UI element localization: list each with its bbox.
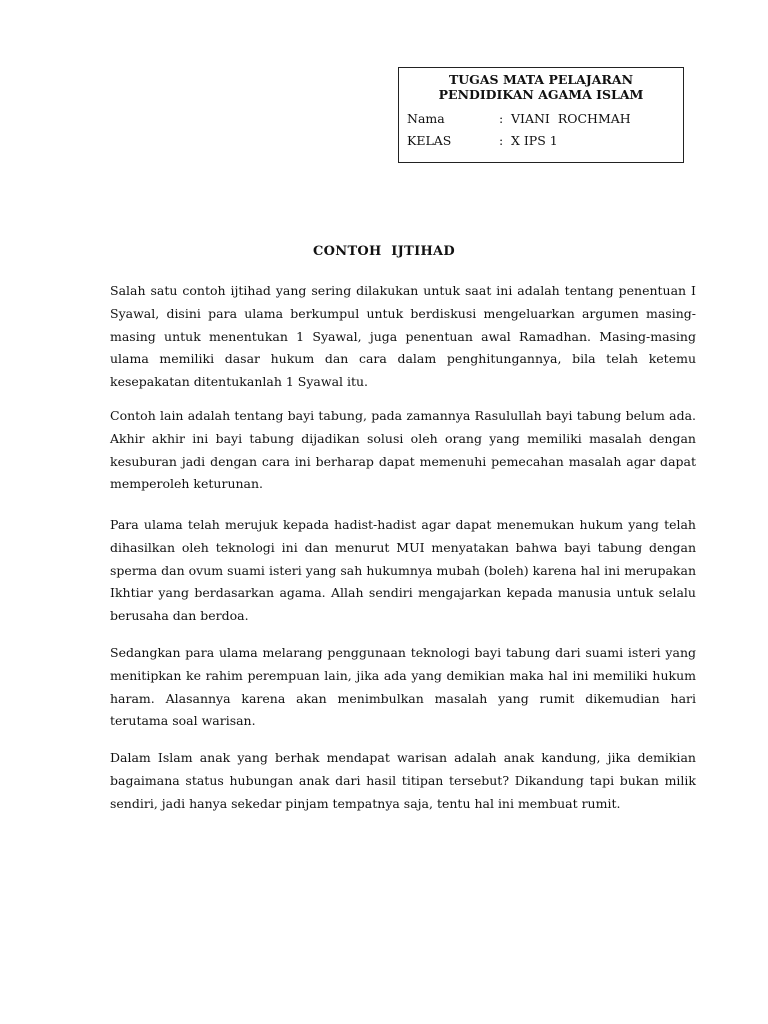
paragraph: Para ulama telah merujuk kepada hadist-hadist agar dapat menemukan hukum yang telah dihasilkan oleh teknologi ini dan menurut MUI menyatakan bahwa bayi tabung dengan sperma dan ovum suami isteri yang sah hukumnya mubah (boleh) karena hal ini merupakan Ikhtiar yang berdasarkan agama. Allah sendiri mengajarkan kepada manusia untuk selalu berusaha dan berdoa. — [110, 517, 696, 624]
class-value: X IPS 1 — [511, 133, 558, 148]
student-name-row — [407, 111, 631, 126]
student-class-row — [407, 133, 558, 148]
class-label: KELAS — [407, 133, 452, 148]
name-value: VIANI ROCHMAH — [511, 111, 631, 126]
assignment-title-line1: TUGAS MATA PELAJARAN — [448, 72, 633, 87]
assignment-header-box — [398, 67, 684, 163]
paragraph: Dalam Islam anak yang berhak mendapat warisan adalah anak kandung, jika demikian bagaimana status hubungan anak dari hasil titipan tersebut? Dikandung tapi bukan milik sendiri, jadi hanya sekedar pinjam tempatnya saja, tentu hal ini membuat rumit. — [110, 750, 696, 811]
name-label: Nama — [407, 111, 445, 126]
document-title: CONTOH IJTIHAD — [312, 244, 455, 259]
paragraph: Salah satu contoh ijtihad yang sering dilakukan untuk saat ini adalah tentang penentuan I Syawal, disini para ulama berkumpul untuk berdiskusi mengeluarkan argumen masing-masing untuk menentukan 1 Syawal, juga penentuan awal Ramadhan. Masing-masing ulama memiliki dasar hukum dan cara dalam penghitungannya, bila telah ketemu kesepakatan ditentukanlah 1 Syawal itu. — [110, 283, 696, 390]
assignment-subject — [399, 72, 683, 102]
assignment-title-line2: PENDIDIKAN AGAMA ISLAM — [438, 87, 644, 102]
class-separator: : — [499, 133, 504, 148]
paragraph: Sedangkan para ulama melarang penggunaan teknologi bayi tabung dari suami isteri yang menitipkan ke rahim perempuan lain, jika ada yang demikian maka hal ini memiliki hukum haram. Alasannya karena akan menimbulkan masalah yang rumit dikemudian hari terutama soal warisan. — [110, 645, 696, 729]
name-separator: : — [499, 111, 504, 126]
paragraph: Contoh lain adalah tentang bayi tabung, pada zamannya Rasulullah bayi tabung belum ada. Akhir akhir ini bayi tabung dijadikan solusi oleh orang yang memiliki masalah dengan kesuburan jadi dengan cara ini berharap dapat memenuhi pemecahan masalah agar dapat memperoleh keturunan. — [110, 408, 696, 492]
